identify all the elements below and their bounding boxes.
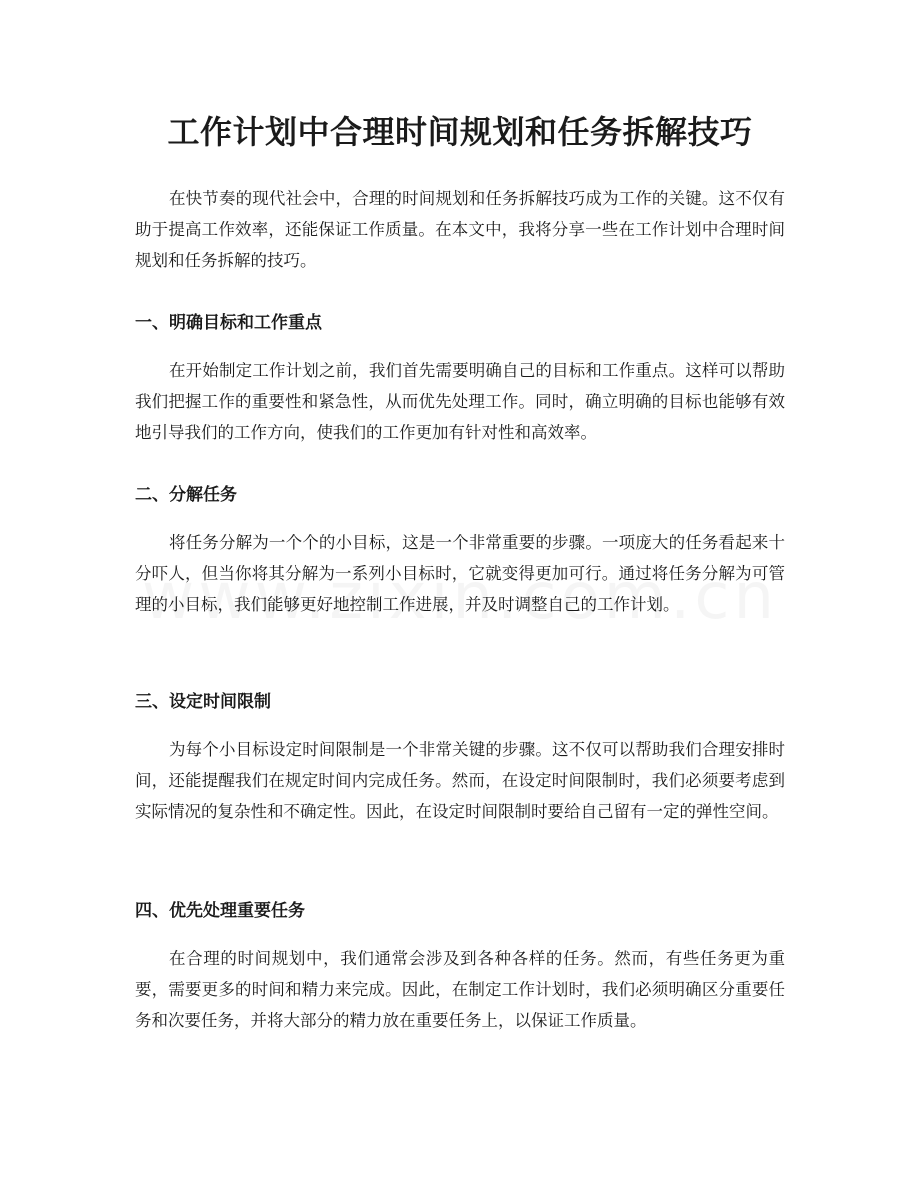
section-heading-2: 二、分解任务 — [135, 485, 237, 505]
intro-paragraph: 在快节奏的现代社会中，合理的时间规划和任务拆解技巧成为工作的关键。这不仅有助于提高工作效率，还能保证工作质量。在本文中，我将分享一些在工作计划中合理时间规划和任务拆解的技巧。 — [135, 189, 785, 270]
section-heading-4: 四、优先处理重要任务 — [135, 901, 305, 921]
section-heading-3: 三、设定时间限制 — [135, 692, 271, 712]
section-body-3: 为每个小目标设定时间限制是一个非常关键的步骤。这不仅可以帮助我们合理安排时间，还能提醒我们在规定时间内完成任务。然而，在设定时间限制时，我们必须要考虑到实际情况的复杂性和不确定性。因此，在设定时间限制时要给自己留有一定的弹性空间。 — [135, 740, 785, 821]
section-body-2: 将任务分解为一个个的小目标，这是一个非常重要的步骤。一项庞大的任务看起来十分吓人，但当你将其分解为一系列小目标时，它就变得更加可行。通过将任务分解为可管理的小目标，我们能够更好地控制工作进展，并及时调整自己的工作计划。 — [135, 533, 785, 614]
section-heading-1: 一、明确目标和工作重点 — [135, 313, 322, 333]
section-body-1: 在开始制定工作计划之前，我们首先需要明确自己的目标和工作重点。这样可以帮助我们把握工作的重要性和紧急性，从而优先处理工作。同时，确立明确的目标也能够有效地引导我们的工作方向，使我们的工作更加有针对性和高效率。 — [135, 361, 785, 442]
section-body-4: 在合理的时间规划中，我们通常会涉及到各种各样的任务。然而，有些任务更为重要，需要更多的时间和精力来完成。因此，在制定工作计划时，我们必须明确区分重要任务和次要任务，并将大部分的精力放在重要任务上，以保证工作质量。 — [135, 949, 785, 1030]
page-title: 工作计划中合理时间规划和任务拆解技巧 — [167, 113, 753, 151]
